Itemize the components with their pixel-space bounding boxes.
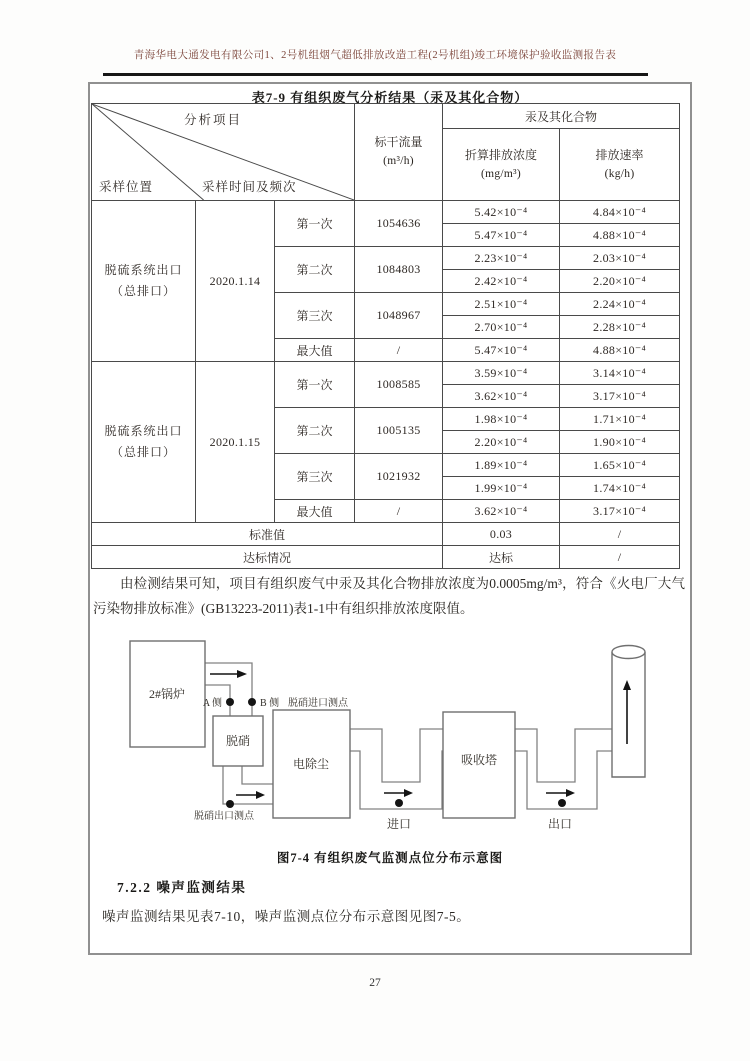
location-line2: （总排口） [110,445,176,459]
rate-cell: 2.03×10⁻⁴ [560,247,680,270]
standard-conc-cell: 0.03 [443,523,560,546]
header-conc-unit: (mg/m³) [480,167,522,180]
monitoring-points-diagram [90,632,690,844]
run-label-cell: 第二次 [275,408,355,454]
scr-inlet-label: 脱硝进口测点 [288,698,348,709]
conc-cell: 3.62×10⁻⁴ [443,385,560,408]
arrowhead [237,670,247,678]
run-label-cell: 第三次 [275,293,355,339]
table-title: 表7-9 有组织废气分析结果（汞及其化合物） [251,90,529,105]
header-sampling-time: 采样时间及频次 [202,180,297,194]
run-label-cell: 第三次 [275,454,355,500]
result-paragraph: 由检测结果可知，项目有组织废气中汞及其化合物排放浓度为0.0005mg/m³，符合《火电厂大气污染物排放标准》(GB13223-2011)表1-1中有组织排放浓度限值。 [93,576,685,616]
rate-cell: 1.74×10⁻⁴ [560,477,680,500]
arrowhead [256,791,265,799]
date-cell: 2020.1.14 [196,201,275,362]
duct-esp-tower-inner [350,729,443,782]
stack-top [612,646,645,659]
document-header: 青海华电大通发电有限公司1、2号机组烟气超低排放改造工程(2号机组)竣工环境保护验收监测报告表 [133,50,617,61]
location-line1: 脱硫系统出口 [104,424,183,438]
rate-cell: 3.17×10⁻⁴ [560,385,680,408]
flow-cell: / [355,500,443,523]
rate-cell: 3.17×10⁻⁴ [560,500,680,523]
flow-cell: / [355,339,443,362]
point-b-dot [248,698,256,706]
rate-cell: 4.88×10⁻⁴ [560,224,680,247]
flow-cell: 1005135 [355,408,443,454]
duct-scr-out-outer [223,766,273,804]
location-cell [92,201,196,362]
inlet-label: 进口 [386,817,412,831]
conc-cell: 1.89×10⁻⁴ [443,454,560,477]
outlet-dot [558,799,566,807]
date-cell: 2020.1.15 [196,362,275,523]
conc-cell: 2.20×10⁻⁴ [443,431,560,454]
tower-label: 吸收塔 [460,753,498,767]
header-conc-label: 折算排放浓度 [465,147,538,162]
page-number: 27 [369,977,381,989]
standard-value-label: 标准值 [92,523,443,546]
run-label-cell: 第一次 [275,201,355,247]
header-sampling-location: 采样位置 [99,180,154,194]
arrowhead [566,789,575,797]
diagonal-header-cell [92,104,355,201]
header-concentration [443,129,560,201]
conc-cell: 2.23×10⁻⁴ [443,247,560,270]
side-b-label: B 侧 [260,698,280,709]
flow-cell: 1008585 [355,362,443,408]
conc-cell: 1.99×10⁻⁴ [443,477,560,500]
esp-label: 电除尘 [292,757,330,771]
conc-cell: 5.47×10⁻⁴ [443,224,560,247]
compliance-label: 达标情况 [92,546,443,569]
location-cell [92,362,196,523]
section-body: 噪声监测结果见表7-10，噪声监测点位分布示意图见图7-5。 [102,909,471,924]
scr-outlet-label: 脱硝出口测点 [194,811,254,822]
content-frame [88,82,692,955]
standard-rate-cell: / [560,523,680,546]
figure-caption: 图7-4 有组织废气监测点位分布示意图 [276,851,504,865]
duct-scr-out-inner [242,766,273,784]
scr-outlet-dot [226,800,234,808]
boiler-label: 2#锅炉 [148,687,186,701]
header-rate-label: 排放速率 [595,147,644,162]
compliance-conc-cell: 达标 [443,546,560,569]
compliance-rate-cell: / [560,546,680,569]
inlet-dot [395,799,403,807]
header-rate [560,129,680,201]
header-flow [355,104,443,201]
scr-label: 脱硝 [225,734,251,748]
rate-cell: 1.71×10⁻⁴ [560,408,680,431]
conc-cell: 3.59×10⁻⁴ [443,362,560,385]
section-heading: 7.2.2 噪声监测结果 [117,880,247,895]
conc-cell: 2.51×10⁻⁴ [443,293,560,316]
conc-cell: 5.42×10⁻⁴ [443,201,560,224]
flow-cell: 1048967 [355,293,443,339]
location-line1: 脱硫系统出口 [104,263,183,277]
run-label-cell: 第一次 [275,362,355,408]
conc-cell: 1.98×10⁻⁴ [443,408,560,431]
conc-cell: 2.42×10⁻⁴ [443,270,560,293]
run-label-cell: 第二次 [275,247,355,293]
location-line2: （总排口） [110,284,176,298]
rate-cell: 2.20×10⁻⁴ [560,270,680,293]
flow-cell: 1021932 [355,454,443,500]
header-rate-unit: (kg/h) [604,167,635,180]
rate-cell: 4.88×10⁻⁴ [560,339,680,362]
rate-cell: 2.24×10⁻⁴ [560,293,680,316]
run-label-cell: 最大值 [275,500,355,523]
conc-cell: 5.47×10⁻⁴ [443,339,560,362]
stack-body [612,652,645,777]
point-a-dot [226,698,234,706]
header-analysis-item: 分析项目 [184,113,243,127]
header-mercury-group: 汞及其化合物 [443,104,680,129]
run-label-cell: 最大值 [275,339,355,362]
flow-cell: 1054636 [355,201,443,247]
rate-cell: 3.14×10⁻⁴ [560,362,680,385]
header-flow-unit: (m³/h) [383,155,414,167]
conc-cell: 2.70×10⁻⁴ [443,316,560,339]
rate-cell: 1.90×10⁻⁴ [560,431,680,454]
rate-cell: 1.65×10⁻⁴ [560,454,680,477]
rate-cell: 4.84×10⁻⁴ [560,201,680,224]
arrowhead [404,789,413,797]
rate-cell: 2.28×10⁻⁴ [560,316,680,339]
side-a-label: A 侧 [202,698,222,709]
outlet-label: 出口 [547,817,573,831]
flow-cell: 1084803 [355,247,443,293]
header-rule [103,73,648,76]
header-flow-label: 标干流量 [374,135,423,149]
gas-analysis-table [91,103,680,569]
conc-cell: 3.62×10⁻⁴ [443,500,560,523]
